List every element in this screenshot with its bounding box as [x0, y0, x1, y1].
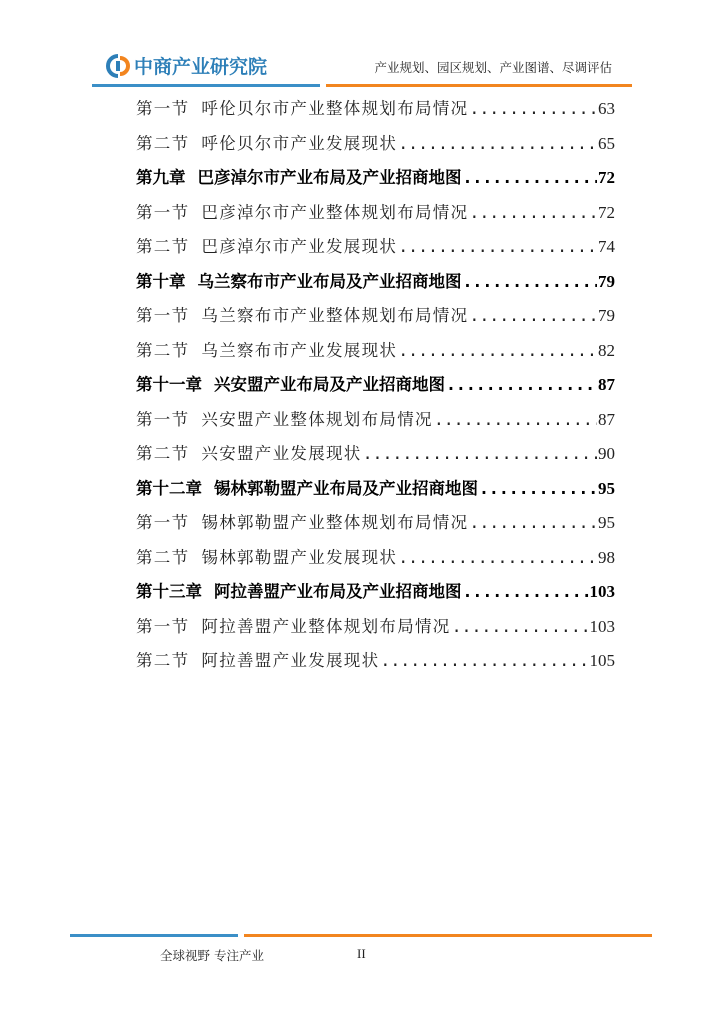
toc-section-entry[interactable] [136, 644, 615, 679]
toc-dot-leader [398, 541, 597, 576]
toc-entry-title: 阿拉善盟产业发展现状 [201, 651, 380, 670]
toc-entry-page: 65 [598, 133, 615, 153]
toc-entry-title: 阿拉善盟产业布局及产业招商地图 [214, 582, 462, 601]
toc-entry-page: 103 [589, 616, 615, 636]
toc-dot-leader [398, 127, 597, 162]
toc-dot-leader [463, 265, 598, 300]
toc-section-entry[interactable] [136, 196, 615, 231]
toc-entry-page: 90 [598, 444, 615, 463]
toc-entry-page: 95 [598, 513, 615, 532]
header-divider-blue [92, 84, 320, 87]
toc-chapter-entry[interactable] [136, 161, 615, 196]
toc-dot-leader [398, 230, 597, 265]
toc-dot-leader [380, 644, 588, 679]
toc-entry-number: 第二节 [136, 133, 190, 153]
toc-entry-number: 第一节 [136, 616, 190, 636]
company-logo [106, 52, 267, 79]
footer-page-number: II [357, 946, 366, 961]
toc-entry-title: 呼伦贝尔市产业发展现状 [201, 133, 398, 153]
header-tagline: 产业规划、园区规划、产业图谱、尽调评估 [374, 60, 612, 75]
toc-chapter-entry[interactable] [136, 575, 615, 610]
toc-entry-page: 74 [598, 237, 615, 256]
toc-section-entry[interactable] [136, 334, 615, 369]
toc-entry-number: 第十一章 [136, 375, 202, 394]
toc-chapter-entry[interactable] [136, 265, 615, 300]
toc-entry-number: 第二节 [136, 444, 190, 463]
toc-entry-title: 乌兰察布市产业整体规划布局情况 [201, 306, 469, 325]
toc-entry-number: 第一节 [136, 99, 190, 118]
toc-entry-page: 72 [598, 168, 615, 187]
toc-entry-number: 第二节 [136, 340, 190, 360]
toc-entry-page: 87 [598, 375, 615, 394]
toc-entry-number: 第一节 [136, 202, 190, 222]
footer-divider-blue [70, 934, 238, 937]
toc-entry-number: 第十二章 [136, 478, 202, 498]
toc-entry-page: 79 [598, 306, 615, 325]
footer-slogan: 全球视野 专注产业 [160, 948, 264, 963]
toc-dot-leader [469, 196, 597, 231]
toc-entry-number: 第一节 [136, 409, 190, 429]
toc-dot-leader [434, 403, 597, 438]
toc-dot-leader [463, 161, 598, 196]
toc-entry-number: 第二节 [136, 547, 190, 567]
toc-section-entry[interactable] [136, 437, 615, 472]
footer-divider-orange [244, 934, 652, 937]
toc-entry-title: 锡林郭勒盟产业整体规划布局情况 [201, 513, 469, 532]
toc-entry-title: 巴彦淖尔市产业布局及产业招商地图 [197, 168, 462, 187]
toc-dot-leader [463, 575, 589, 610]
toc-dot-leader [469, 506, 597, 541]
toc-chapter-entry[interactable] [136, 368, 615, 403]
toc-entry-page: 79 [598, 271, 615, 291]
toc-dot-leader [469, 299, 597, 334]
toc-entry-title: 兴安盟产业整体规划布局情况 [201, 409, 433, 429]
toc-dot-leader [452, 610, 589, 645]
toc-section-entry[interactable] [136, 506, 615, 541]
toc-entry-title: 阿拉善盟产业整体规划布局情况 [201, 616, 451, 636]
toc-section-entry[interactable] [136, 92, 615, 127]
toc-entry-title: 兴安盟产业布局及产业招商地图 [214, 375, 445, 394]
toc-entry-page: 63 [598, 99, 615, 118]
toc-entry-page: 95 [598, 478, 615, 498]
toc-dot-leader [398, 334, 597, 369]
toc-entry-page: 72 [598, 202, 615, 222]
logo-text: 中商产业研究院 [134, 56, 268, 78]
toc-entry-number: 第二节 [136, 237, 190, 256]
toc-entry-number: 第十章 [136, 271, 186, 291]
toc-entry-page: 98 [598, 547, 615, 567]
toc-entry-title: 巴彦淖尔市产业发展现状 [201, 237, 398, 256]
toc-chapter-entry[interactable] [136, 472, 615, 507]
toc-entry-page: 103 [589, 582, 615, 601]
toc-entry-number: 第一节 [136, 513, 190, 532]
toc-entry-page: 105 [589, 651, 615, 670]
toc-entry-number: 第十三章 [136, 582, 202, 601]
toc-entry-title: 巴彦淖尔市产业整体规划布局情况 [201, 202, 469, 222]
toc-entry-title: 呼伦贝尔市产业整体规划布局情况 [201, 99, 469, 118]
toc-entry-number: 第一节 [136, 306, 190, 325]
logo-mark-icon [106, 54, 130, 78]
toc-entry-page: 87 [598, 409, 615, 429]
toc-entry-title: 乌兰察布市产业发展现状 [201, 340, 398, 360]
toc-section-entry[interactable] [136, 403, 615, 438]
header-divider-orange [326, 84, 632, 87]
toc-entry-title: 兴安盟产业发展现状 [201, 444, 362, 463]
toc-entry-title: 锡林郭勒盟产业发展现状 [201, 547, 398, 567]
page-header [0, 0, 724, 90]
toc-entry-number: 第二节 [136, 651, 190, 670]
toc-dot-leader [469, 92, 597, 127]
toc-entry-number: 第九章 [136, 168, 186, 187]
toc-section-entry[interactable] [136, 127, 615, 162]
toc-dot-leader [363, 437, 597, 472]
toc-section-entry[interactable] [136, 610, 615, 645]
toc-section-entry[interactable] [136, 541, 615, 576]
toc-section-entry[interactable] [136, 299, 615, 334]
toc-entry-page: 82 [598, 340, 615, 360]
toc-section-entry[interactable] [136, 230, 615, 265]
toc-dot-leader [446, 368, 597, 403]
toc-entry-title: 乌兰察布市产业布局及产业招商地图 [197, 271, 462, 291]
toc-entry-title: 锡林郭勒盟产业布局及产业招商地图 [214, 478, 478, 498]
table-of-contents [136, 92, 615, 679]
toc-dot-leader [479, 472, 597, 507]
